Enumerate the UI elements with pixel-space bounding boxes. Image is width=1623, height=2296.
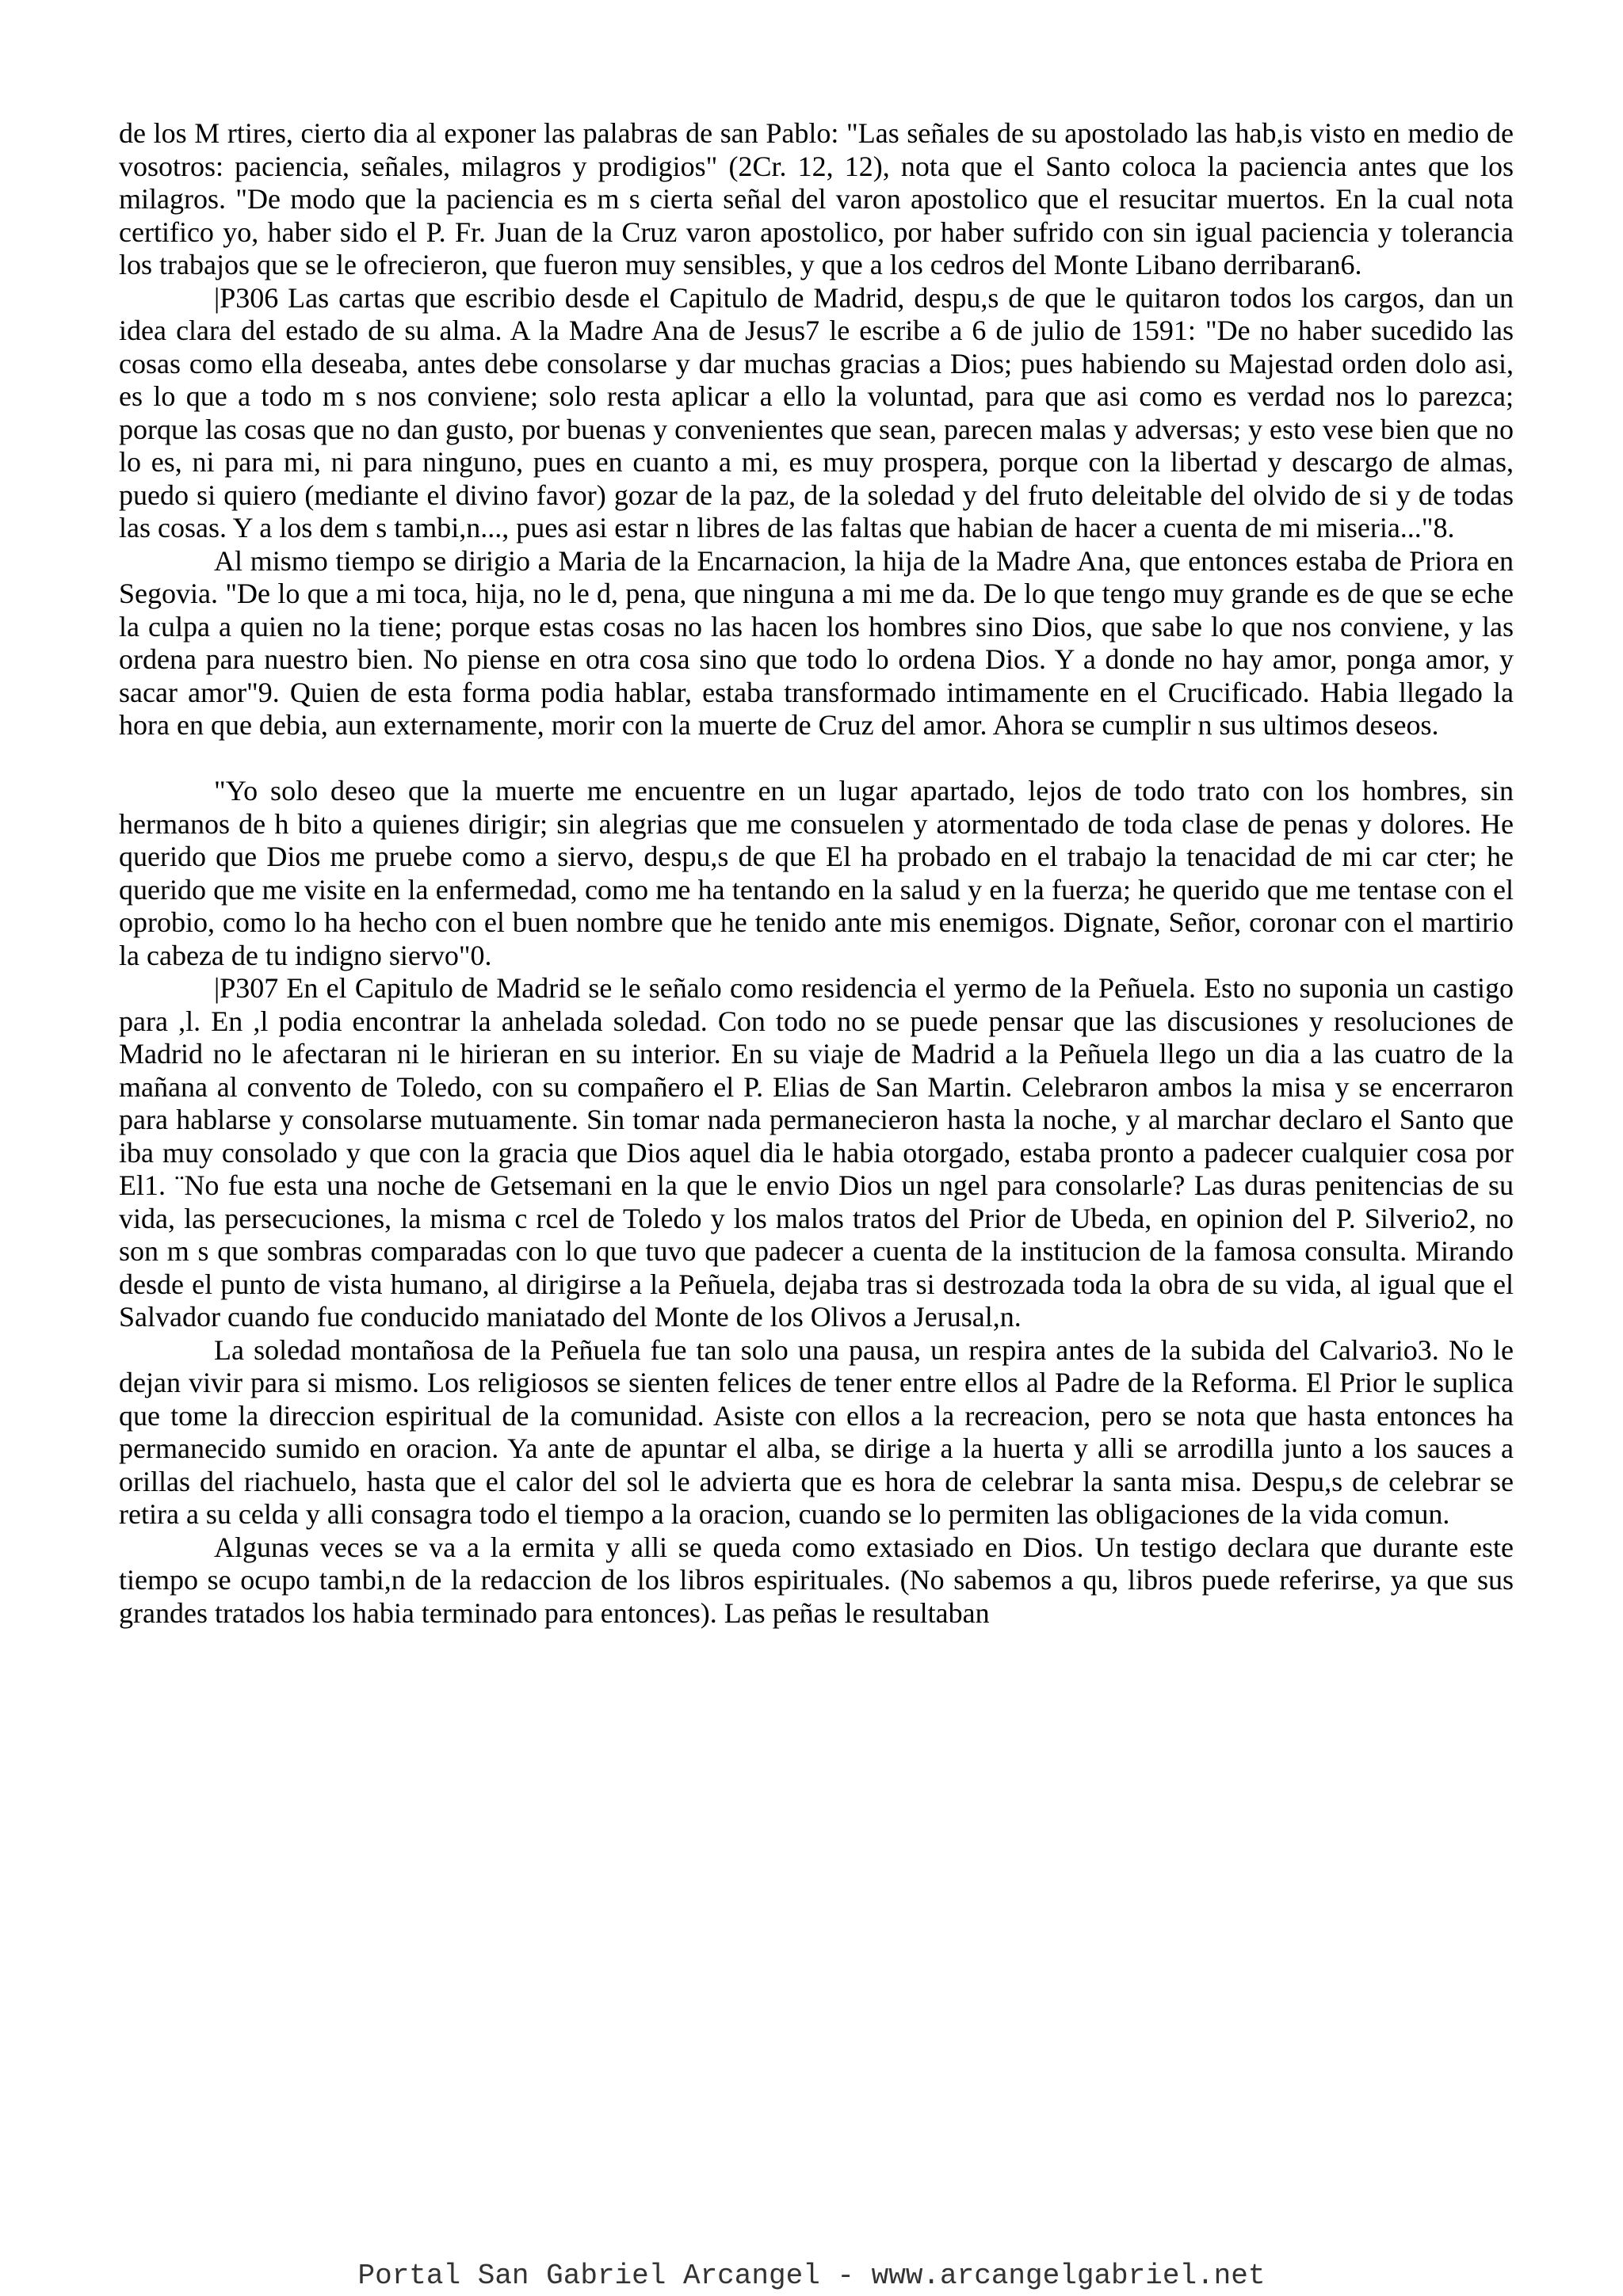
paragraph-3: Al mismo tiempo se dirigio a Maria de la Encarnacion, la hija de la Madre Ana, que entonces estaba de Priora en Segovia. "De lo que a mi toca, hija, no le d, pena, que ninguna a mi me da. De lo que tengo muy grande es de que se eche la culpa a quien no la tiene; porque estas cosas no las hacen los hombres sino Dios, que sabe lo que nos conviene, y las ordena para nuestro bien. No piense en otra cosa sino que todo lo ordena Dios. Y a donde no hay amor, ponga amor, y sacar amor"9. Quien de esta forma podia hablar, estaba transformado intimamente en el Crucificado. Habia llegado la hora en que debia, aun externamente, morir con la muerte de Cruz del amor. Ahora se cumplir n sus ultimos deseos. [119,544,1514,741]
paragraph-6: La soledad montañosa de la Peñuela fue tan solo una pausa, un respira antes de la subida del Calvario3. No le dejan vivir para si mismo. Los religiosos se sienten felices de tener entre ellos al Padre de la Reforma. El Prior le suplica que tome la direccion espiritual de la comunidad. Asiste con ellos a la recreacion, pero se nota que hasta entonces ha permanecido sumido en oracion. Ya ante de apuntar el alba, se dirige a la huerta y alli se arrodilla junto a los sauces a orillas del riachuelo, hasta que el calor del sol le advierta que es hora de celebrar la santa misa. Despu,s de celebrar se retira a su celda y alli consagra todo el tiempo a la oracion, cuando se lo permiten las obligaciones de la vida comun. [119,1333,1514,1530]
paragraph-4-quote: "Yo solo deseo que la muerte me encuentre en un lugar apartado, lejos de todo trato con los hombres, sin hermanos de h bito a quienes dirigir; sin alegrias que me consuelen y atormentado de toda clase de penas y dolores. He querido que Dios me pruebe como a siervo, despu,s de que El ha probado en el trabajo la tenacidad de mi car cter; he querido que me visite en la enfermedad, como me ha tentando en la salud y en la fuerza; he querido que me tentase con el oprobio, como lo ha hecho con el buen nombre que he tenido ante mis enemigos. Dignate, Señor, coronar con el martirio la cabeza de tu indigno siervo"0. [119,775,1514,971]
paragraph-1: de los M rtires, cierto dia al exponer las palabras de san Pablo: "Las señales de su apostolado las hab,is visto en medio de vosotros: paciencia, señales, milagros y prodigios" (2Cr. 12, 12), nota que el Santo coloca la paciencia antes que los milagros. "De modo que la paciencia es m s cierta señal del varon apostolico que el resucitar muertos. En la cual nota certifico yo, haber sido el P. Fr. Juan de la Cruz varon apostolico, por haber sufrido con sin igual paciencia y tolerancia los trabajos que se le ofrecieron, que fueron muy sensibles, y que a los cedros del Monte Libano derribaran6. [119,117,1514,280]
paragraph-5: |P307 En el Capitulo de Madrid se le señalo como residencia el yermo de la Peñuela. Esto no suponia un castigo para ,l. En ,l podia encontrar la anhelada soledad. Con todo no se puede pensar que las discusiones y resoluciones de Madrid no le afectaran ni le hirieran en su interior. En su viaje de Madrid a la Peñuela llego un dia a las cuatro de la mañana al convento de Toledo, con su compañero el P. Elias de San Martin. Celebraron ambos la misa y se encerraron para hablarse y consolarse mutuamente. Sin tomar nada permanecieron hasta la noche, y al marchar declaro el Santo que iba muy consolado y que con la gracia que Dios aquel dia le habia otorgado, estaba pronto a padecer cualquier cosa por El1. ¨No fue esta una noche de Getsemani en la que le envio Dios un ngel para consolarle? Las duras penitencias de su vida, las persecuciones, la misma c rcel de Toledo y los malos tratos del Prior de Ubeda, en opinion del P. Silverio2, no son m s que sombras comparadas con lo que tuvo que padecer a cuenta de la institucion de la famosa consulta. Mirando desde el punto de vista humano, al dirigirse a la Peñuela, dejaba tras si destrozada toda la obra de su vida, al igual que el Salvador cuando fue conducido maniatado del Monte de los Olivos a Jerusal,n. [119,972,1514,1333]
paragraph-2: |P306 Las cartas que escribio desde el Capitulo de Madrid, despu,s de que le quitaron todos los cargos, dan un idea clara del estado de su alma. A la Madre Ana de Jesus7 le escribe a 6 de julio de 1591: "De no haber sucedido las cosas como ella deseaba, antes debe consolarse y dar muchas gracias a Dios; pues habiendo su Majestad orden dolo asi, es lo que a todo m s nos conviene; solo resta aplicar a ello la voluntad, para que asi como es verdad nos lo parezca; porque las cosas que no dan gusto, por buenas y convenientes que sean, parecen malas y adversas; y esto vese bien que no lo es, ni para mi, ni para ninguno, pues en cuanto a mi, es muy prospera, porque con la libertad y descargo de almas, puedo si quiero (mediante el divino favor) gozar de la paz, de la soledad y del fruto deleitable del olvido de si y de todas las cosas. Y a los dem s tambi,n..., pues asi estar n libres de las faltas que habian de hacer a cuenta de mi miseria..."8. [119,281,1514,543]
body-text [119,117,1514,1630]
paragraph-7: Algunas veces se va a la ermita y alli se queda como extasiado en Dios. Un testigo declara que durante este tiempo se ocupo tambi,n de la redaccion de los libros espirituales. (No sabemos a qu, libros puede referirse, ya que sus grandes tratados los habia terminado para entonces). Las peñas le resultaban [119,1531,1514,1629]
page-footer: Portal San Gabriel Arcangel - www.arcangelgabriel.net [357,2260,1266,2292]
